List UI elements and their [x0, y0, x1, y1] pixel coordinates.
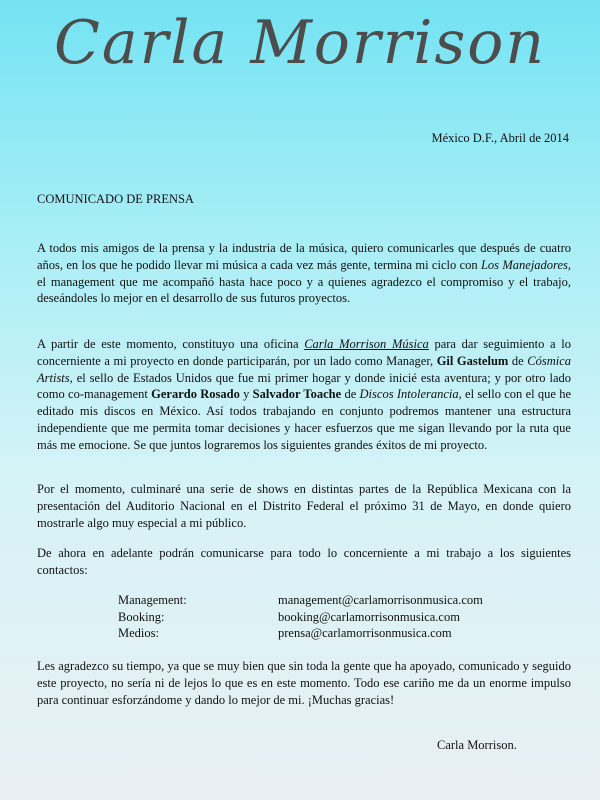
paragraph-contacts-intro: De ahora en adelante podrán comunicarse para todo lo concerniente a mi trabajo a los siguientes contactos: [37, 546, 571, 577]
p1-text-a: A todos mis amigos de la prensa y la industria de la música, quiero comunicarles que después de cuatro años, en los que he podido llevar mi música a cada vez más gente, termina mi ciclo con [37, 241, 571, 272]
contact-label: Booking: [118, 609, 165, 624]
contact-email[interactable]: prensa@carlamorrisonmusica.com [278, 626, 452, 640]
contact-row-medios [118, 625, 483, 642]
contact-row-management [118, 592, 483, 609]
label-cosmica: Cósmica Artists [37, 353, 571, 385]
p1-text-c: , el management que me acompañó hasta hace poco y a quienes agradezco el compromiso y el trabajo, deseándoles lo mejor en el desarrollo de sus futuros proyectos. [37, 257, 571, 306]
p1-management-name: Los Manejadores [480, 257, 568, 272]
comanager-2: Salvador Toache [252, 387, 342, 402]
paragraph-shows: Por el momento, culminaré una serie de shows en distintas partes de la República Mexicana con la presentación del Auditorio Nacional en el Distrito Federal el próximo 31 de Mayo, en donde quiero mostrarle algo muy especial a mi público. [37, 482, 571, 530]
comanager-1: Gerardo Rosado [151, 387, 240, 402]
label-intolerancia: Discos Intolerancia [359, 387, 459, 402]
manager-name: Gil Gastelum [436, 353, 509, 368]
office-link[interactable]: Carla Morrison Música [304, 337, 429, 351]
contacts-list [118, 592, 483, 642]
contact-email[interactable]: management@carlamorrisonmusica.com [278, 593, 483, 607]
p2-text-j: de [341, 387, 360, 402]
p2-text-f: , el sello de Estados Unidos que fue mi primer hogar y donde inicié esta aventura; y por otro lado como co-management [37, 370, 571, 402]
p2-text-d: de [508, 353, 528, 368]
paragraph-new-office [37, 336, 571, 454]
paragraph-thanks: Les agradezco su tiempo, ya que se muy bien que sin toda la gente que ha apoyado, comunicado y seguido este proyecto, no sería ni de lejos lo que es en este momento. Todo ese cariño me da un enorme impulso para continuar esforzándome y dando lo mejor de mi. ¡Muchas gracias! [37, 659, 571, 707]
contact-label: Management: [118, 593, 187, 607]
contact-email[interactable]: booking@carlamorrisonmusica.com [278, 609, 460, 624]
p2-text-h: y [239, 387, 253, 402]
press-release-heading: COMUNICADO DE PRENSA [37, 192, 194, 206]
contact-label: Medios: [118, 626, 159, 640]
date-line: México D.F., Abril de 2014 [431, 131, 569, 145]
signature: Carla Morrison. [437, 738, 517, 752]
contact-row-booking [118, 609, 483, 626]
p2-text-b: para dar seguimiento a lo concerniente a mi proyecto en donde participarán, por un lado como Manager, [37, 337, 571, 368]
p2-text-l: , el sello con el que he editado mis discos en México. Así todos trabajando en conjunto podremos mantener una estructura independiente que me permita tomar decisiones y hacer esfuerzos que me sigan llevando por la ruta que más me emocione. Se que juntos lograremos los siguientes grandes éxitos de mi proyecto. [37, 387, 571, 452]
paragraph-intro [37, 240, 571, 307]
p2-text-a: A partir de este momento, constituyo una oficina [37, 337, 305, 351]
logo-title: Carla Morrison [53, 8, 547, 78]
